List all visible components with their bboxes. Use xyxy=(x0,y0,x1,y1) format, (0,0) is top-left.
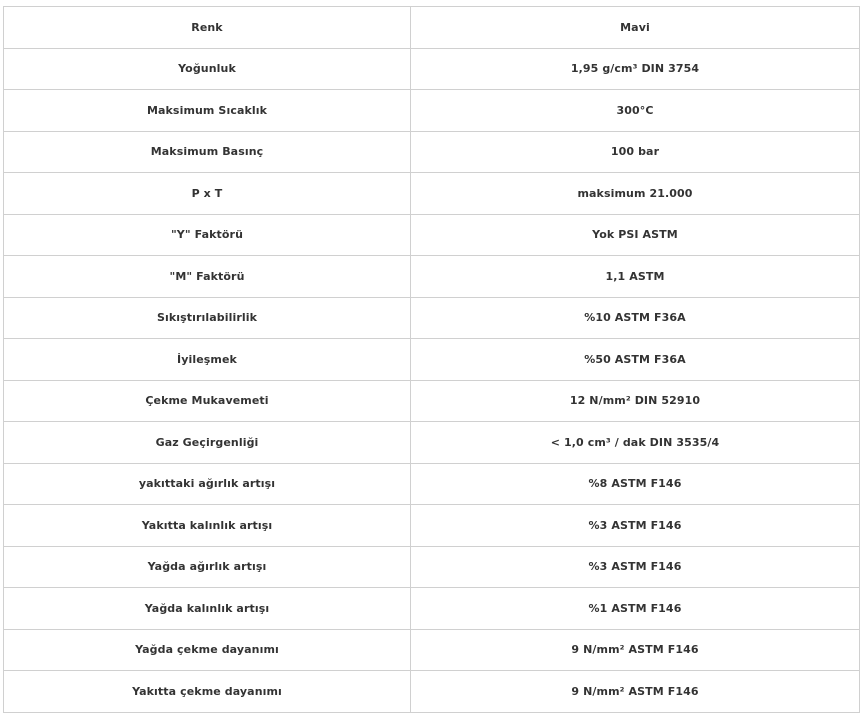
table-row xyxy=(4,422,860,464)
property-value: < 1,0 cm³ / dak DIN 3535/4 xyxy=(550,435,720,449)
property-cell xyxy=(4,629,411,671)
property-label: Çekme Mukavemeti xyxy=(145,394,269,408)
table-row xyxy=(4,339,860,381)
value-cell xyxy=(411,90,860,132)
value-cell xyxy=(411,380,860,422)
property-cell xyxy=(4,671,411,713)
property-label: Yağda çekme dayanımı xyxy=(135,643,279,657)
property-cell xyxy=(4,48,411,90)
property-label: yakıttaki ağırlık artışı xyxy=(138,477,276,491)
property-cell xyxy=(4,7,411,49)
property-value: %10 ASTM F36A xyxy=(584,311,686,325)
value-cell xyxy=(411,629,860,671)
value-cell xyxy=(411,671,860,713)
property-label: Sıkıştırılabilirlik xyxy=(156,311,258,325)
table-row xyxy=(4,173,860,215)
table-row xyxy=(4,297,860,339)
property-cell xyxy=(4,380,411,422)
value-cell xyxy=(411,422,860,464)
table-row xyxy=(4,380,860,422)
property-label: Renk xyxy=(191,20,223,34)
property-label: Gaz Geçirgenliği xyxy=(155,435,259,449)
property-value: 1,1 ASTM xyxy=(605,269,665,283)
property-value: %3 ASTM F146 xyxy=(588,560,682,574)
table-row xyxy=(4,671,860,713)
value-cell xyxy=(411,297,860,339)
property-value: %8 ASTM F146 xyxy=(588,477,682,491)
value-cell xyxy=(411,546,860,588)
value-cell xyxy=(411,463,860,505)
value-cell xyxy=(411,339,860,381)
property-label: "M" Faktörü xyxy=(169,269,245,283)
property-cell xyxy=(4,297,411,339)
property-value: %3 ASTM F146 xyxy=(588,518,682,532)
property-label: Yakıtta çekme dayanımı xyxy=(132,684,282,698)
property-cell xyxy=(4,422,411,464)
properties-table xyxy=(3,6,860,713)
property-cell xyxy=(4,90,411,132)
property-cell xyxy=(4,588,411,630)
property-label: İyileşmek xyxy=(177,352,237,366)
property-value: 100 bar xyxy=(610,145,660,159)
table-row xyxy=(4,629,860,671)
value-cell xyxy=(411,214,860,256)
property-value: %50 ASTM F36A xyxy=(584,352,686,366)
property-value: 1,95 g/cm³ DIN 3754 xyxy=(570,62,700,76)
property-cell xyxy=(4,173,411,215)
property-cell xyxy=(4,256,411,298)
property-cell xyxy=(4,214,411,256)
property-label: Yağda kalınlık artışı xyxy=(144,601,270,615)
value-cell xyxy=(411,48,860,90)
value-cell xyxy=(411,7,860,49)
property-label: Maksimum Sıcaklık xyxy=(146,103,268,117)
property-value: Mavi xyxy=(620,20,650,34)
property-label: Yakıtta kalınlık artışı xyxy=(141,518,273,532)
property-label: P x T xyxy=(191,186,223,200)
table-row xyxy=(4,505,860,547)
property-cell xyxy=(4,339,411,381)
value-cell xyxy=(411,256,860,298)
table-row xyxy=(4,131,860,173)
property-label: Maksimum Basınç xyxy=(150,145,264,159)
table-row xyxy=(4,214,860,256)
property-cell xyxy=(4,463,411,505)
property-cell xyxy=(4,131,411,173)
table-row xyxy=(4,588,860,630)
table-row xyxy=(4,463,860,505)
property-value: 12 N/mm² DIN 52910 xyxy=(569,394,701,408)
value-cell xyxy=(411,131,860,173)
property-value: maksimum 21.000 xyxy=(577,186,693,200)
value-cell xyxy=(411,173,860,215)
table-row xyxy=(4,256,860,298)
table-row xyxy=(4,7,860,49)
table-row xyxy=(4,48,860,90)
properties-table-container xyxy=(3,6,857,713)
property-value: 9 N/mm² ASTM F146 xyxy=(571,643,699,657)
table-row xyxy=(4,546,860,588)
property-cell xyxy=(4,546,411,588)
property-label: "Y" Faktörü xyxy=(170,228,244,242)
properties-table-body xyxy=(4,7,860,713)
property-value: Yok PSI ASTM xyxy=(592,228,678,242)
property-label: Yağda ağırlık artışı xyxy=(147,560,267,574)
property-value: 300°C xyxy=(616,103,654,117)
property-value: 9 N/mm² ASTM F146 xyxy=(571,684,699,698)
property-label: Yoğunluk xyxy=(178,62,236,76)
property-value: %1 ASTM F146 xyxy=(588,601,682,615)
table-row xyxy=(4,90,860,132)
value-cell xyxy=(411,588,860,630)
value-cell xyxy=(411,505,860,547)
property-cell xyxy=(4,505,411,547)
